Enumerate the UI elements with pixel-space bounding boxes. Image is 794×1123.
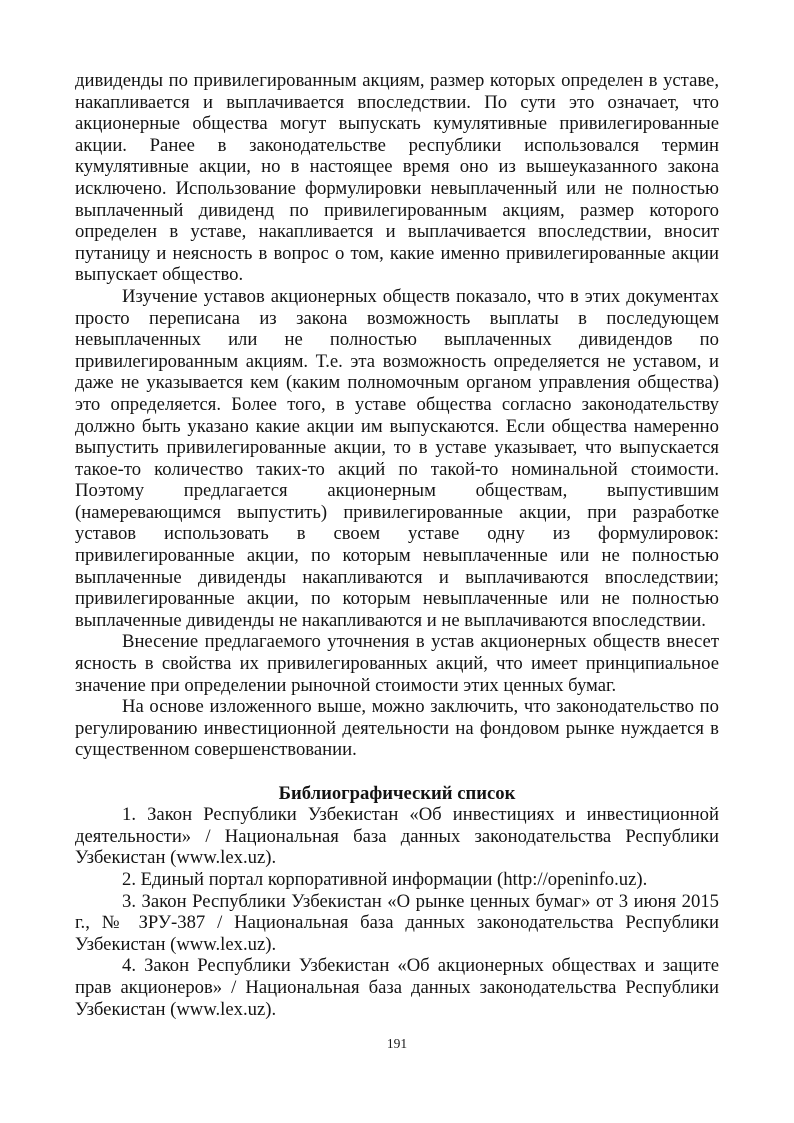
page-number: 191 [386, 1036, 408, 1051]
bibliography-item-2: 2. Единый портал корпоративной информации (http://openinfo.uz). [122, 868, 648, 890]
page-body [75, 70, 719, 1020]
paragraph-4: На основе изложенного выше, можно заключить, что законодательство по регулированию инвестиционной деятельности на фондовом рынке нуждается в существенном совершенствовании. [75, 696, 719, 761]
bibliography-item-4: 4. Закон Республики Узбекистан «Об акционерных обществах и защите прав акционеров» / Национальная база данных законодательства Республики Узбекистан (www.lex.uz). [75, 955, 719, 1020]
bibliography-item-1: 1. Закон Республики Узбекистан «Об инвестициях и инвестиционной деятельности» / Национальная база данных законодательства Республики Узбекистан (www.lex.uz). [75, 804, 719, 869]
bibliography-heading: Библиографический список [278, 782, 516, 804]
paragraph-2: Изучение уставов акционерных обществ показало, что в этих документах просто переписана из закона возможность выплаты в последующем невыплаченных или не полностью выплаченных дивидендов по привилегированным акциям. Т.е. эта возможность определяется не уставом, и даже не указывается кем (каким полномочным органом управления общества) это определяется. Более того, в уставе общества согласно законодательству должно быть указано какие акции им выпускаются. Если общества намеренно выпустить привилегированные акции, то в уставе указывает, что выпускается такое-то количество таких-то акций по такой-то номинальной стоимости. Поэтому предлагается акционерным обществам, выпустившим (намеревающимся выпустить) привилегированные акции, при разработке уставов использовать в своем уставе одну из формулировок: привилегированные акции, по которым невыплаченные или не полностью выплаченные дивиденды накапливаются и выплачиваются впоследствии; привилегированные акции, по которым невыплаченные или не полностью выплаченные дивиденды не накапливаются и не выплачиваются впоследствии. [75, 285, 719, 631]
paragraph-1: дивиденды по привилегированным акциям, размер которых определен в уставе, накапливается и выплачивается впоследствии. По сути это означает, что акционерные общества могут выпускать кумулятивные привилегированные акции. Ранее в законодательстве республики использовался термин кумулятивные акции, но в настоящее время оно из вышеуказанного закона исключено. Использование формулировки невыплаченный или не полностью выплаченный дивиденд по привилегированным акциям, размер которого определен в уставе, накапливается и выплачивается впоследствии, вносит путаницу и неясность в вопрос о том, какие именно привилегированные акции выпускает общество. [75, 70, 719, 286]
paragraph-3: Внесение предлагаемого уточнения в устав акционерных обществ внесет ясность в свойства их привилегированных акций, что имеет принципиальное значение при определении рыночной стоимости этих ценных бумаг. [75, 631, 719, 696]
bibliography-item-3: 3. Закон Республики Узбекистан «О рынке ценных бумаг» от 3 июня 2015 г., № ЗРУ-387 / Национальная база данных законодательства Республики Узбекистан (www.lex.uz). [75, 890, 719, 955]
